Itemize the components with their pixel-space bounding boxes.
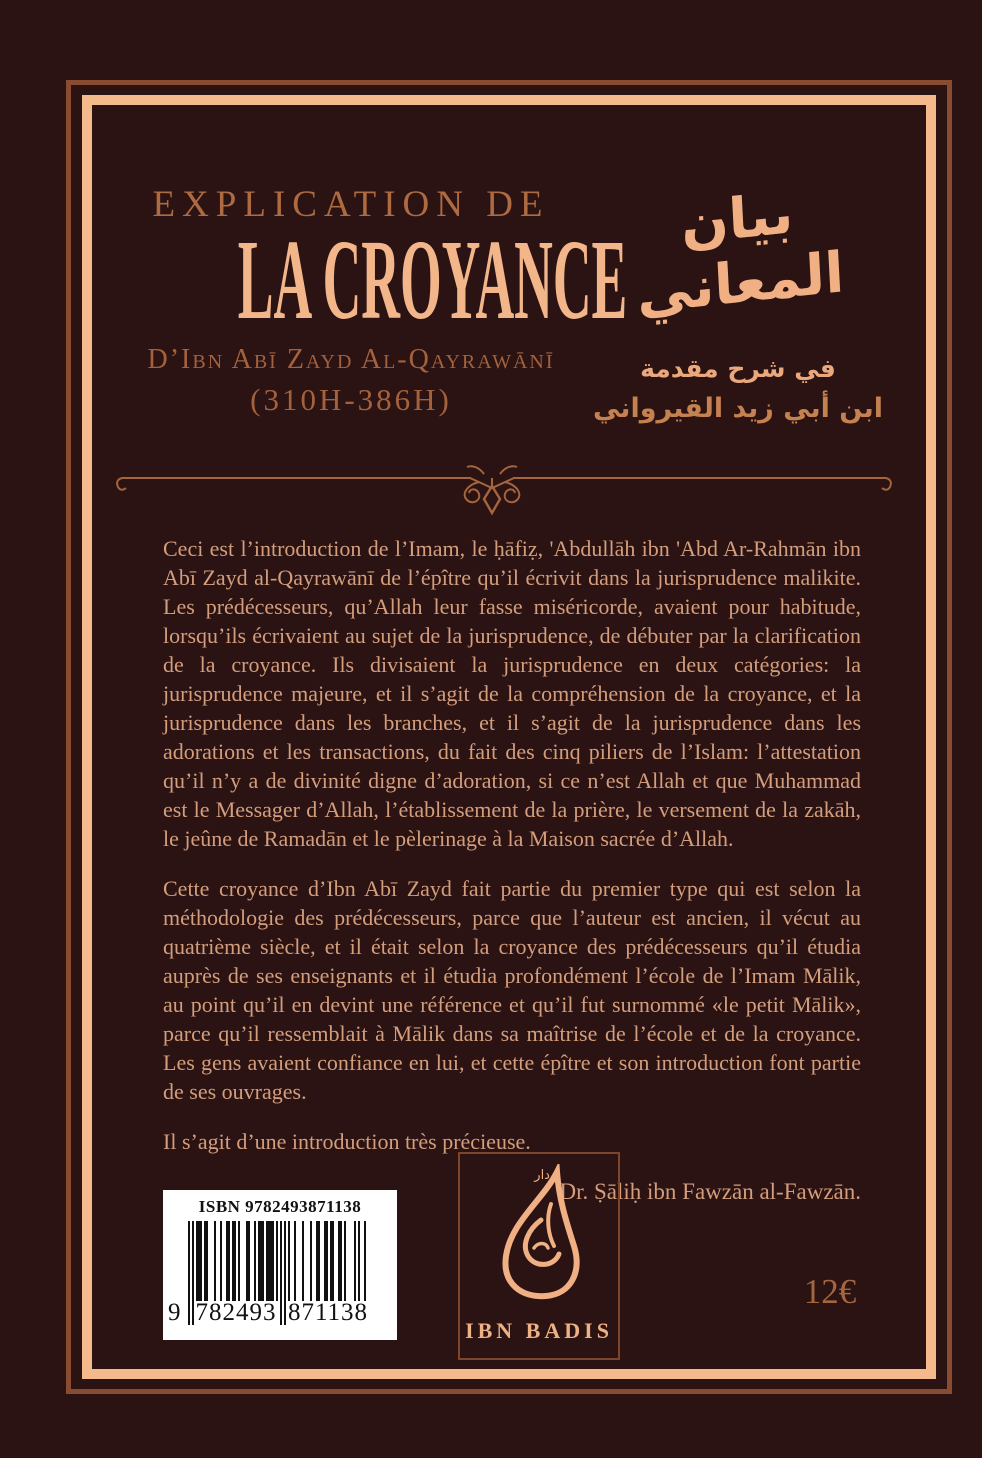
ibn-badis-logo-icon [487,1164,591,1304]
author-line: D’Ibn Abī Zayd Al-Qayrawānī [147,344,555,375]
arabic-subtitle-1: في شرح مقدمة [640,354,836,383]
isbn-digit-group: 782493 [195,1299,277,1326]
description-text [163,534,861,1206]
paragraph-1: Ceci est l’introduction de l’Imam, le ḥāfiẓ, 'Abdullāh ibn 'Abd Ar-Rahmān ibn Abī Zayd al-Qayrawānī de l’épître qu’il écrivit dans la jurisprudence malikite. Les prédécesseurs, qu’Allah leur fasse miséricorde, avaient pour habitude, lorsqu’ils écrivaient au sujet de la jurisprudence, de débuter par la clarification de la croyance. Ils divisaient la jurisprudence en deux catégories: la jurisprudence majeure, et il s’agit de la compréhension de la croyance, et la jurisprudence dans les branches, et il s’agit de la jurisprudence dans les adorations et les transactions, du fait des cinq piliers de l’Islam: l’attestation qu’il n’y a de divinité digne d’adoration, si ce n’est Allah et que Muhammad est le Messager d’Allah, l’établissement de la prière, le versement de la zakāh, le jeûne de Ramadān et le pèlerinage à la Maison sacrée d’Allah. [163,536,861,851]
barcode-bars [185,1221,375,1301]
paragraph-2: Cette croyance d’Ibn Abī Zayd fait partie du premier type qui est selon la méthodologie des prédécesseurs, parce que l’auteur est ancien, il vécut au quatrième siècle, et il était selon la croyance des prédécesseurs qu’il étudia auprès de ses enseignants et il étudia profondément l’école de l’Imam Mālik, au point qu’il en devint une référence et qu’il fut surnommé «le petit Mālik», parce qu’il ressemblait à Mālik dans sa maîtrise de l’école et de la croyance. Les gens avaient confiance en lui, et cette épître et son introduction font partie de ses ouvrages. [163,876,861,1104]
book-title: LA CROYANCE [237,216,628,343]
isbn-digits [168,1299,375,1331]
paragraph-3: Il s’agit d’une introduction très précieuse. [163,1129,531,1154]
arabic-calligraphy-title: بيان المعاني [635,181,846,327]
arabic-subtitle-2: ابن أبي زيد القيرواني [592,393,883,424]
isbn-barcode [163,1190,397,1340]
signature-line: Dr. Ṣāliḥ ibn Fawzān al-Fawzān. [559,1179,861,1204]
ornamental-divider [108,460,898,516]
isbn-label: ISBN 9782493871138 [198,1197,362,1216]
isbn-digit-group: 9 [168,1299,181,1326]
publisher-logo [458,1152,620,1360]
title-block [110,183,628,418]
publisher-name: IBN BADIS [465,1318,613,1343]
barcode-space [370,1221,372,1301]
arabic-title-block [578,160,898,424]
title-kicker: EXPLICATION DE [152,184,550,225]
author-years: (310H-386H) [250,382,452,417]
price-label: 12€ [803,1272,857,1311]
isbn-digit-group: 871138 [287,1299,369,1326]
logo-dar-text: دار [534,1168,550,1183]
divider-ornament-icon [108,460,898,516]
